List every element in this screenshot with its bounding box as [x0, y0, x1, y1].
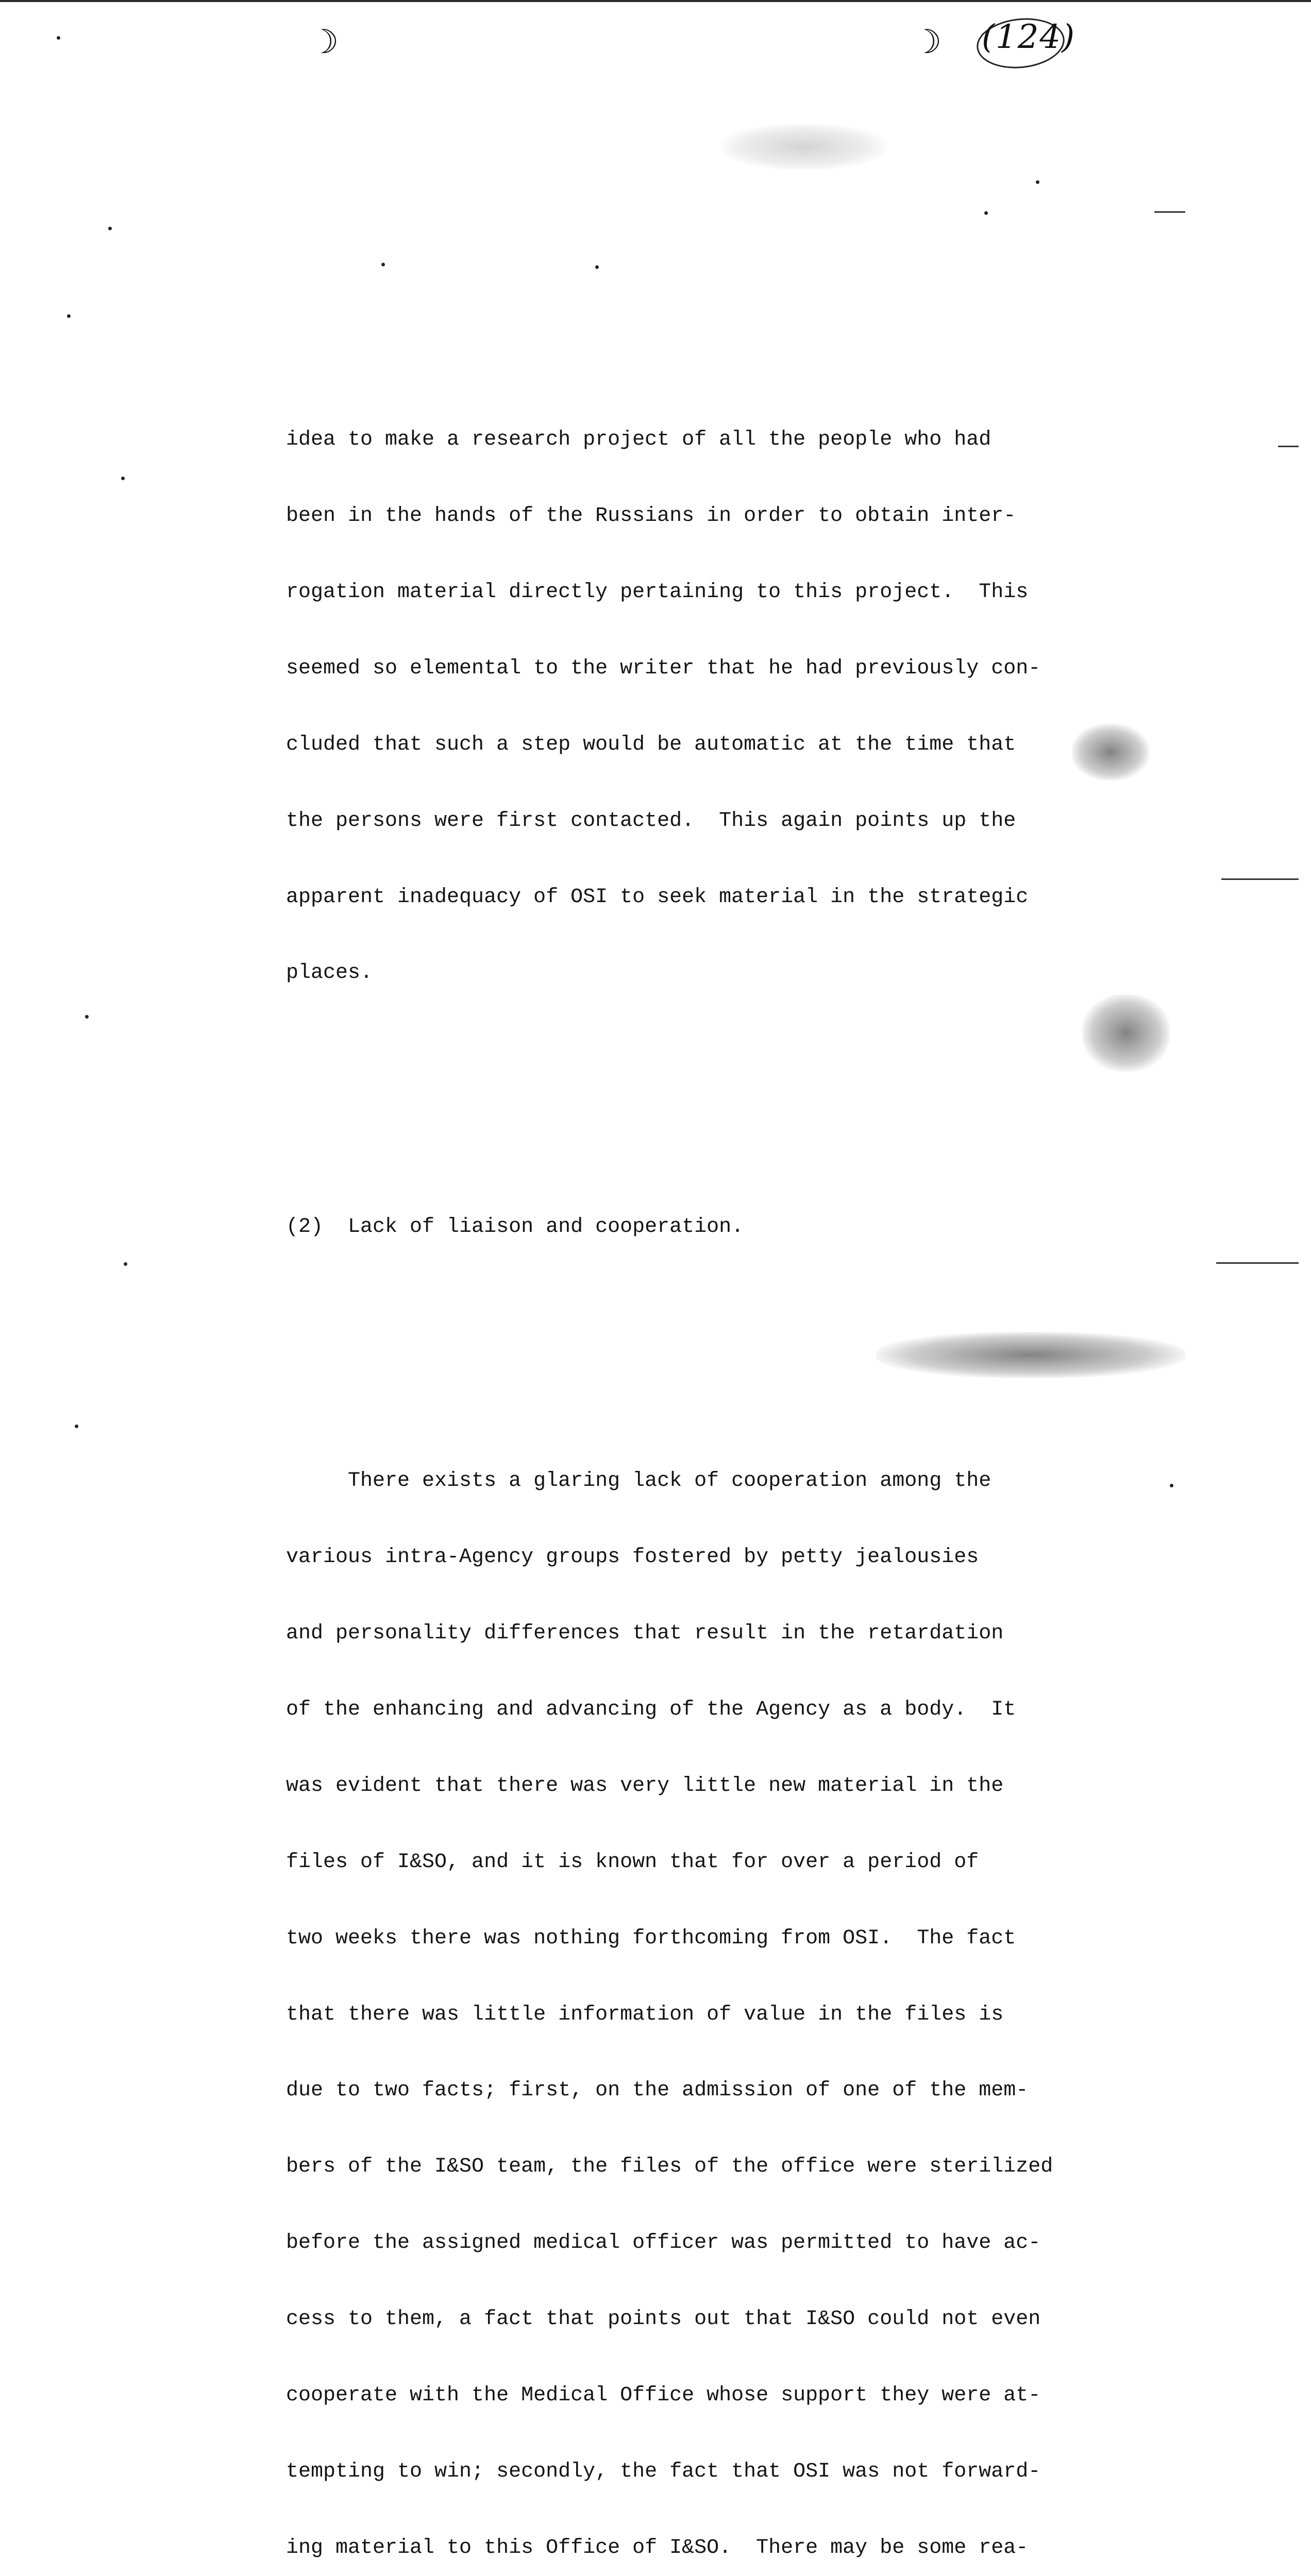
margin-mark [1216, 1262, 1299, 1264]
text-line: before the assigned medical officer was permitted to have ac- [286, 2231, 1041, 2255]
margin-mark [1221, 878, 1299, 880]
text-line: files of I&SO, and it is known that for over a period of [286, 1850, 979, 1874]
paragraph-cooperation [286, 1418, 1111, 2576]
scan-speck [67, 314, 71, 318]
text-line: and personality differences that result in the retardation [286, 1622, 1004, 1646]
text-line: cluded that such a step would be automatic at the time that [286, 733, 1016, 756]
section-heading-2 [286, 1164, 1111, 1291]
text-line: bers of the I&SO team, the files of the office were sterilized [286, 2155, 1053, 2179]
text-line: There exists a glaring lack of cooperation among the [286, 1469, 991, 1493]
text-line: idea to make a research project of all the people who had [286, 428, 991, 452]
page-number: (124) [982, 18, 1076, 56]
memo-body [286, 326, 1111, 2576]
paragraph-intro [286, 377, 1111, 1037]
text-line: that there was little information of value in the files is [286, 2003, 1004, 2026]
scan-speck [1170, 1484, 1173, 1487]
punch-hole-mark-left: ☽ [309, 23, 339, 61]
text-line: places. [286, 961, 373, 985]
scan-speck [124, 1262, 127, 1266]
page-top-edge [0, 0, 1311, 2]
text-line: two weeks there was nothing forthcoming from OSI. The fact [286, 1926, 1016, 1950]
scan-speck [75, 1425, 78, 1428]
text-line: been in the hands of the Russians in order to obtain inter- [286, 504, 1016, 528]
scan-speck [85, 1015, 89, 1019]
scan-speck [108, 227, 112, 230]
text-line: rogation material directly pertaining to this project. This [286, 580, 1029, 604]
scan-speck [121, 477, 125, 480]
scan-speck [1036, 180, 1039, 184]
text-line: cess to them, a fact that points out that I&SO could not even [286, 2308, 1041, 2331]
text-line: of the enhancing and advancing of the Agency as a body. It [286, 1698, 1016, 1722]
heading-line: (2) Lack of liaison and cooperation. [286, 1215, 744, 1239]
text-line: was evident that there was very little new material in the [286, 1774, 1004, 1798]
text-line: due to two facts; first, on the admission of one of the mem- [286, 2079, 1029, 2103]
scan-speck [57, 36, 60, 40]
text-line: ing material to this Office of I&SO. There may be some rea- [286, 2536, 1029, 2560]
text-line: the persons were first contacted. This again points up the [286, 809, 1016, 833]
margin-mark [1154, 211, 1185, 213]
margin-mark [1278, 446, 1299, 447]
scan-speck [381, 263, 385, 266]
text-line: seemed so elemental to the writer that he had previously con- [286, 656, 1041, 680]
scan-smudge [721, 124, 886, 170]
text-line: apparent inadequacy of OSI to seek material in the strategic [286, 885, 1029, 909]
text-line: cooperate with the Medical Office whose support they were at- [286, 2384, 1041, 2408]
scan-speck [595, 265, 599, 269]
text-line: tempting to win; secondly, the fact that OSI was not forward- [286, 2460, 1041, 2483]
scan-speck [984, 211, 988, 215]
punch-hole-mark-right: ☽ [912, 23, 942, 61]
text-line: various intra-Agency groups fostered by petty jealousies [286, 1546, 979, 1569]
